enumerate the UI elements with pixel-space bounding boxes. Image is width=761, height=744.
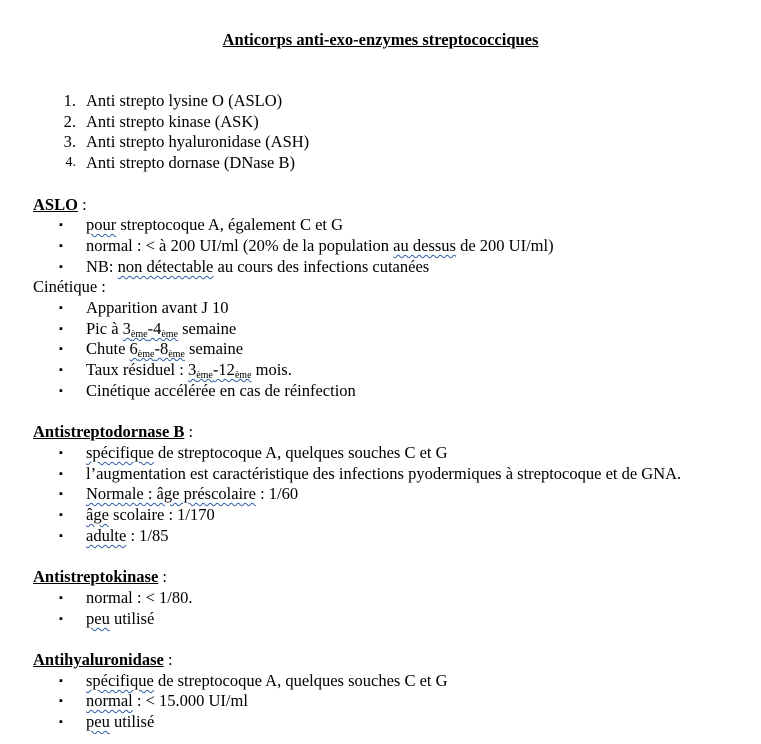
bullet-icon: ▪ [59, 323, 63, 335]
item-number: 4. [65, 155, 76, 170]
bullet-icon: ▪ [59, 675, 63, 687]
section-heading-ask: Antistreptokinase : [33, 567, 168, 586]
item-number: 1. [63, 91, 76, 110]
bullet-icon: ▪ [59, 219, 63, 231]
bullet-icon: ▪ [59, 385, 63, 397]
item-number: 3. [63, 132, 76, 151]
bullet-icon: ▪ [59, 343, 63, 355]
item-text: Anti strepto hyaluronidase (ASH) [86, 132, 310, 151]
bullet-icon: ▪ [59, 716, 63, 728]
document-title: Anticorps anti-exo-enzymes streptococciques [222, 30, 539, 49]
bullet-icon: ▪ [59, 261, 63, 273]
section-heading-aslo: ASLO : [33, 195, 87, 214]
bullet-icon: ▪ [59, 468, 63, 480]
bullet-icon: ▪ [59, 530, 63, 542]
bullet-icon: ▪ [59, 240, 63, 252]
item-number: 2. [63, 112, 76, 131]
bullet-icon: ▪ [59, 302, 63, 314]
bullet-icon: ▪ [59, 592, 63, 604]
cinetique-label: Cinétique : [33, 277, 106, 296]
bullet-icon: ▪ [59, 695, 63, 707]
item-text: Anti strepto lysine O (ASLO) [86, 91, 283, 110]
bullet-icon: ▪ [59, 447, 63, 459]
document-page: Anticorps anti-exo-enzymes streptococciques 1. Anti strepto lysine O (ASLO) 2. Anti strepto kinase (ASK) 3. Anti strepto hyaluronidase (ASH) 4. Anti strepto dornase (DNase B) ASLO : ▪ pour streptocoque A, également C et G ▪ normal : < à 200 UI/ml (20% de la population au dessus de 200 UI/ml) ▪ NB: non détectable au cours des infections cutanées Cinétique : ▪ Apparition avant J 10 ▪ Pic à $3_{ème}-4_{ème}$ semaine ▪ Chute $6_{ème}-8_{ème}$ semaine ▪ Taux résiduel : $3_{ème}-12_{ème}$ mois. ▪ Cinétique accélérée en cas de réinfection Antistreptodornase B : ▪ spécifique de streptocoque A, quelques souches C et G ▪ l’augmentation est caractéristique des infections pyodermiques à streptocoque et de GNA. ▪ Normale : âge préscolaire : 1/60 ▪ âge scolaire : 1/170 ▪ adulte : 1/85 Antistreptokinase : ▪ normal : < 1/80. ▪ peu utilisé Antihyaluronidase : ▪ spécifique de streptocoque A, quelques souches C et G ▪ normal : < 15.000 UI/ml ▪ peu utilisé [0, 0, 761, 744]
item-text: Anti strepto dornase (DNase B) [86, 153, 295, 172]
bullet-icon: ▪ [59, 509, 63, 521]
bullet-icon: ▪ [59, 488, 63, 500]
bullet-icon: ▪ [59, 613, 63, 625]
section-heading-dnase: Antistreptodornase B : [33, 422, 194, 441]
item-text: Anti strepto kinase (ASK) [86, 112, 259, 131]
section-heading-ash: Antihyaluronidase : [33, 650, 173, 669]
bullet-icon: ▪ [59, 364, 63, 376]
